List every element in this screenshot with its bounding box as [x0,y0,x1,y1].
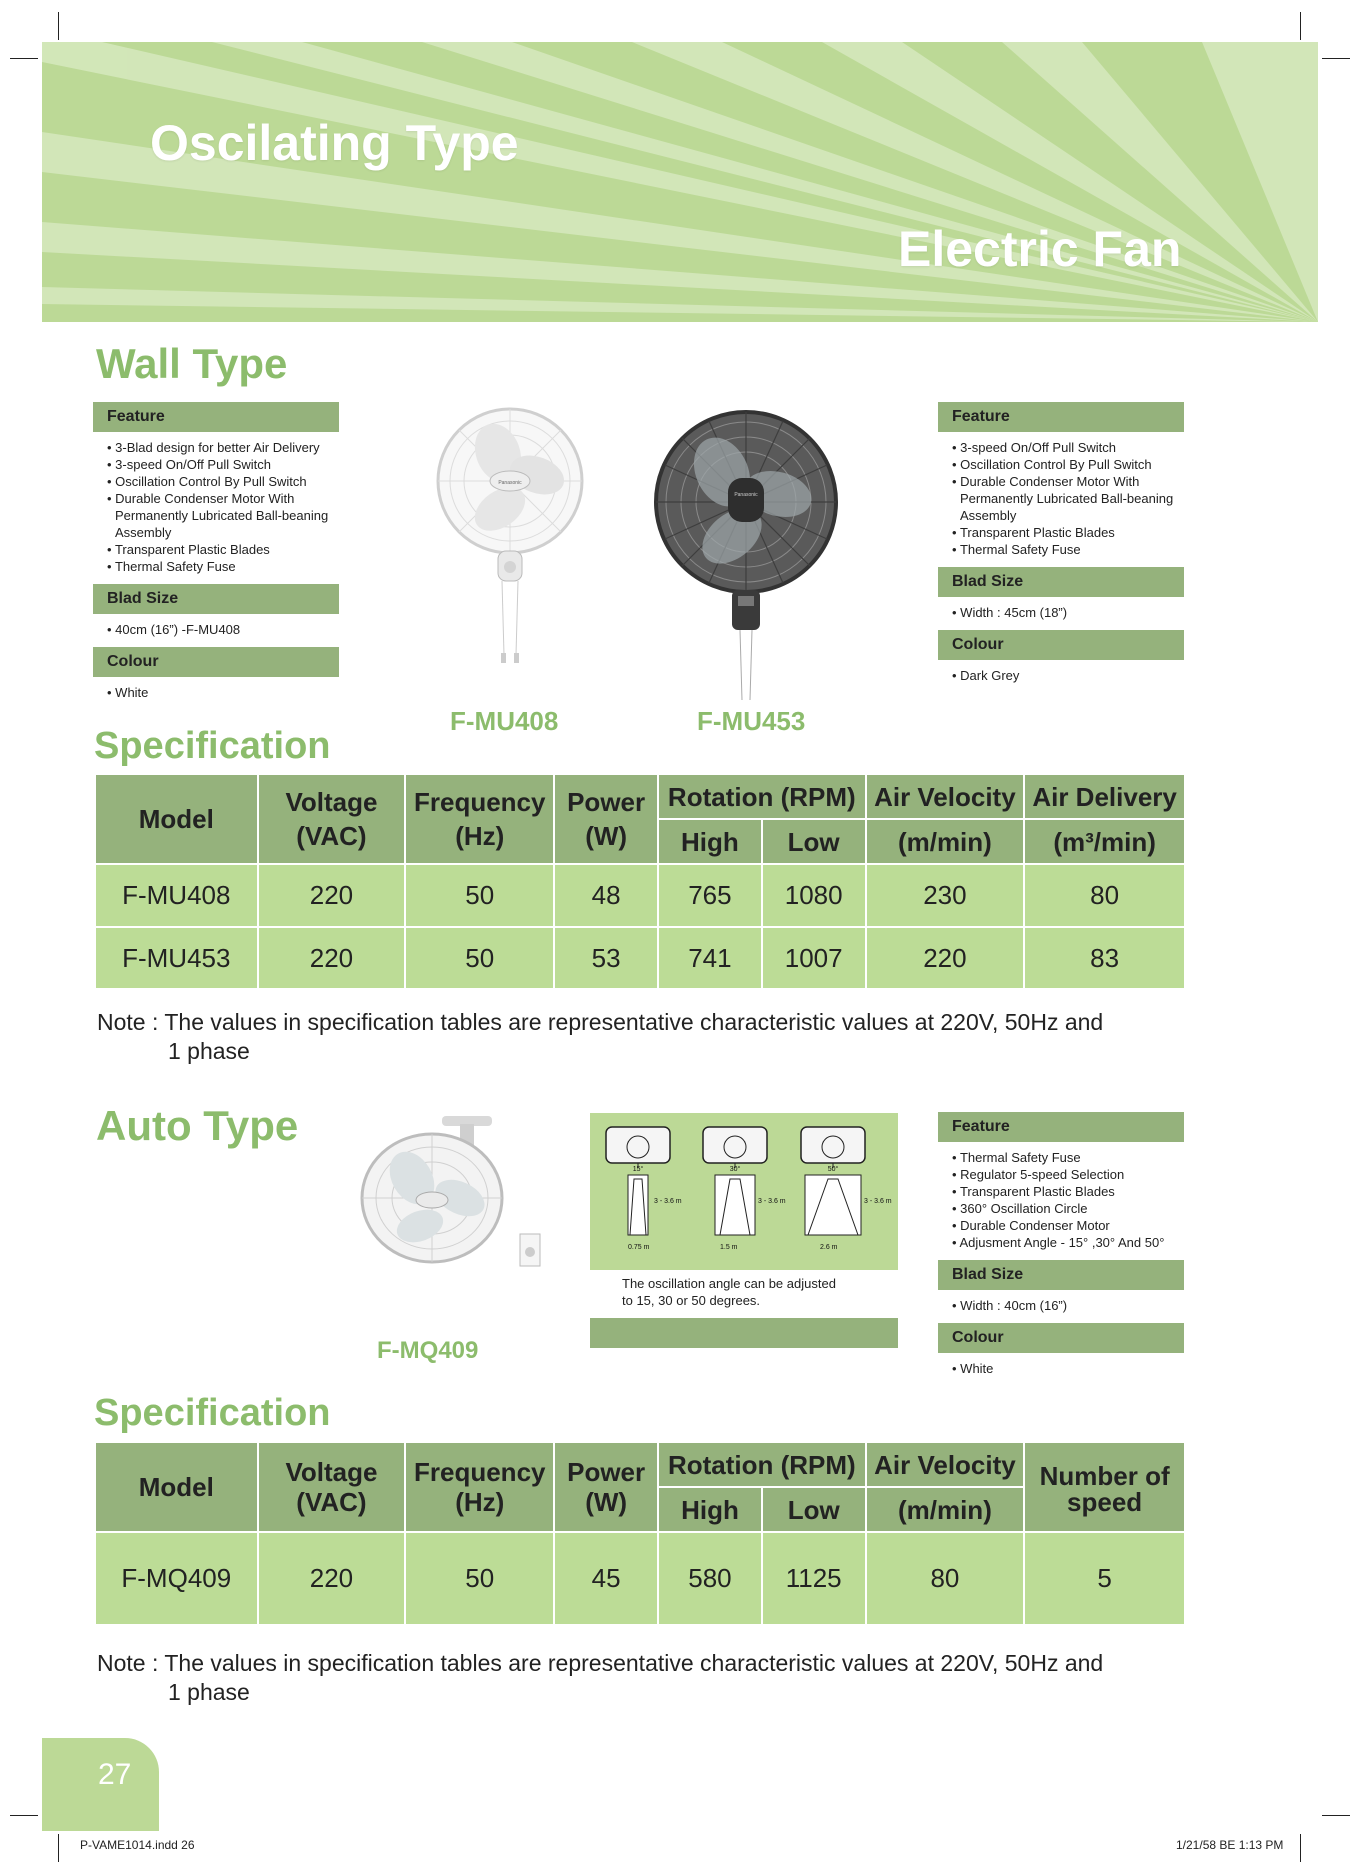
table-cell: F-MU453 [95,927,258,989]
col-header-rotation: Rotation (RPM) [658,774,866,819]
list-item: • Thermal Safety Fuse [952,541,1184,558]
crop-mark [58,12,59,40]
table-cell: 220 [866,927,1025,989]
colour-header: Colour [938,1323,1184,1353]
list-item: • Transparent Plastic Blades [107,541,339,558]
col-header-low: Low [762,819,866,864]
angle-diagram-50 [801,1127,892,1251]
colour-header: Colour [93,647,339,677]
table-cell: 230 [866,864,1025,927]
list-item: • White [952,1360,1184,1377]
width-label: 2.6 m [820,1244,838,1251]
header-line: Frequency [413,787,546,817]
caption-line: The oscillation angle can be adjusted [622,1276,836,1291]
table-cell: 1125 [762,1532,866,1625]
table-cell: 80 [866,1532,1025,1625]
blade-size-list [938,597,1184,630]
note-line [97,1649,1217,1678]
col-header-voltage [258,1442,406,1532]
col-header-voltage [258,774,406,864]
blade-size-list [938,1290,1184,1323]
crop-mark [1322,58,1350,59]
wall-type-heading: Wall Type [96,340,288,387]
list-item: • 360° Oscillation Circle [952,1200,1184,1217]
col-header-model: Model [95,774,258,864]
angle-label: 15° [632,1166,644,1173]
footer-stamp: 1/21/58 BE 1:13 PM [1176,1838,1284,1852]
angle-label: 30° [729,1166,741,1173]
note-prefix: Note : [97,1009,159,1035]
list-item: • White [107,684,339,701]
crop-mark [10,58,38,59]
list-item: • Oscillation Control By Pull Switch [107,473,339,490]
table-cell: F-MU408 [95,864,258,927]
list-item: • 3-Blad design for better Air Delivery [107,439,339,456]
table-cell: 53 [554,927,658,989]
table-cell: F-MQ409 [95,1532,258,1625]
header-unit: (VAC) [296,1487,367,1517]
angle-label: 50° [827,1166,839,1173]
list-item: • Thermal Safety Fuse [107,558,339,575]
col-header-high: High [658,1487,762,1532]
blade-size-header: Blad Size [938,567,1184,597]
table-cell: 1080 [762,864,866,927]
wall-right-panel [938,402,1184,693]
header-unit: (VAC) [296,821,367,851]
header-line: Number of [1039,1461,1170,1491]
col-header-power [554,774,658,864]
table-cell: 220 [258,1532,406,1625]
auto-spec-table [94,1441,1186,1626]
auto-note [97,1649,1217,1707]
header-line: Power [567,1457,646,1487]
colour-header: Colour [938,630,1184,660]
wall-note [97,1008,1217,1066]
table-cell: 50 [405,1532,554,1625]
col-header-model: Model [95,1442,258,1532]
note-line [97,1008,1217,1037]
header-line: Frequency [414,1457,546,1487]
oscillation-caption [622,1275,836,1309]
table-row [95,1532,1185,1625]
page-number: 27 [42,1738,159,1831]
table-cell: 5 [1024,1532,1185,1625]
list-item: • 3-speed On/Off Pull Switch [952,439,1184,456]
blade-size-header: Blad Size [938,1260,1184,1290]
wall-left-panel [93,402,339,710]
col-header-power [554,1442,658,1532]
list-item: • Durable Condenser Motor With Permanently Lubricated Ball-beaning Assembly [952,473,1184,524]
list-item: • Transparent Plastic Blades [952,1183,1184,1200]
blade-size-header: Blad Size [93,584,339,614]
banner-title-left: Oscilating Type [150,115,519,171]
note-text: The values in specification tables are representative characteristic values at 220V, 50Hz and [164,1650,1104,1676]
header-unit: (W) [585,1487,628,1517]
width-label: 0.75 m [628,1244,650,1251]
header-line: Voltage [285,787,378,817]
col-header-frequency [405,1442,554,1532]
note-line: 1 phase [168,1038,250,1064]
header-banner [42,42,1318,322]
table-cell: 45 [554,1532,658,1625]
table-row [95,864,1185,927]
table-cell: 580 [658,1532,762,1625]
auto-spec-heading: Specification [94,1392,331,1434]
fan-image-f-mu408 [432,405,592,667]
angle-diagram-15 [606,1127,682,1251]
table-cell: 765 [658,864,762,927]
table-cell: 50 [405,927,554,989]
feature-header: Feature [938,1112,1184,1142]
feature-list [938,1142,1184,1260]
list-item: • Width : 40cm (16”) [952,1297,1184,1314]
model-label-f-mq409: F-MQ409 [377,1337,479,1364]
crop-mark [58,1834,59,1862]
list-item: • Durable Condenser Motor [952,1217,1184,1234]
list-item: • Transparent Plastic Blades [952,524,1184,541]
header-line: Power [567,787,646,817]
list-item: • Width : 45cm (18”) [952,604,1184,621]
col-header-velocity-unit: (m/min) [866,1487,1025,1532]
header-line: speed [1067,1487,1143,1517]
header-line: Voltage [285,1457,378,1487]
table-cell: 83 [1024,927,1185,989]
header-unit: (W) [585,821,628,851]
feature-list [93,432,339,584]
angle-diagram-30 [703,1127,786,1251]
col-header-velocity-unit: (m/min) [866,819,1025,864]
crop-mark [1300,1834,1301,1862]
list-item: • Adjusment Angle - 15° ,30° And 50° [952,1234,1184,1251]
col-header-high: High [658,819,762,864]
colour-list [93,677,339,710]
list-item: • Durable Condenser Motor With Permanently Lubricated Ball-beaning Assembly [107,490,339,541]
fan-brand-text: Panasonic [734,492,758,498]
feature-header: Feature [938,402,1184,432]
col-header-low: Low [762,1487,866,1532]
height-label: 3 - 3.6 m [758,1198,786,1205]
auto-panel [938,1112,1184,1386]
crop-mark [1300,12,1301,40]
model-label-f-mu408: F-MU408 [450,706,559,736]
oscillation-diagram-svg [590,1113,898,1270]
header-unit: (Hz) [455,821,505,851]
col-header-frequency [405,774,554,864]
footer-file: P-VAME1014.indd 26 [80,1838,195,1852]
fan-brand-text: Panasonic [498,480,522,486]
header-unit: (Hz) [455,1487,505,1517]
list-item: • Oscillation Control By Pull Switch [952,456,1184,473]
note-prefix: Note : [97,1650,159,1676]
list-item: • Regulator 5-speed Selection [952,1166,1184,1183]
col-header-rotation: Rotation (RPM) [658,1442,866,1487]
banner-title-right: Electric Fan [898,221,1182,277]
table-cell: 741 [658,927,762,989]
col-header-velocity: Air Velocity [866,1442,1025,1487]
model-label-f-mu453: F-MU453 [697,706,806,736]
col-header-delivery-unit: (m³/min) [1024,819,1185,864]
caption-line: to 15, 30 or 50 degrees. [622,1293,761,1308]
crop-mark [1322,1815,1350,1816]
table-cell: 1007 [762,927,866,989]
list-item: • 40cm (16”) -F-MU408 [107,621,339,638]
caption-bar [590,1318,898,1348]
crop-mark [10,1815,38,1816]
height-label: 3 - 3.6 m [864,1198,892,1205]
blade-size-list [93,614,339,647]
fan-image-f-mq409 [350,1112,550,1274]
col-header-velocity: Air Velocity [866,774,1025,819]
feature-header: Feature [93,402,339,432]
table-cell: 50 [405,864,554,927]
table-cell: 80 [1024,864,1185,927]
table-cell: 220 [258,864,406,927]
wall-spec-table [94,773,1186,990]
height-label: 3 - 3.6 m [654,1198,682,1205]
list-item: • 3-speed On/Off Pull Switch [107,456,339,473]
table-cell: 48 [554,864,658,927]
fan-image-f-mu453 [652,410,840,708]
width-label: 1.5 m [720,1244,738,1251]
col-header-speed [1024,1442,1185,1532]
feature-list [938,432,1184,567]
note-text: The values in specification tables are representative characteristic values at 220V, 50Hz and [164,1009,1104,1035]
auto-type-heading: Auto Type [96,1102,299,1149]
colour-list [938,660,1184,693]
list-item: • Dark Grey [952,667,1184,684]
wall-spec-heading: Specification [94,725,331,767]
note-line: 1 phase [168,1679,250,1705]
table-cell: 220 [258,927,406,989]
col-header-delivery: Air Delivery [1024,774,1185,819]
oscillation-angle-diagram [590,1113,898,1270]
list-item: • Thermal Safety Fuse [952,1149,1184,1166]
colour-list [938,1353,1184,1386]
banner-rays [42,42,1318,322]
table-row [95,927,1185,989]
